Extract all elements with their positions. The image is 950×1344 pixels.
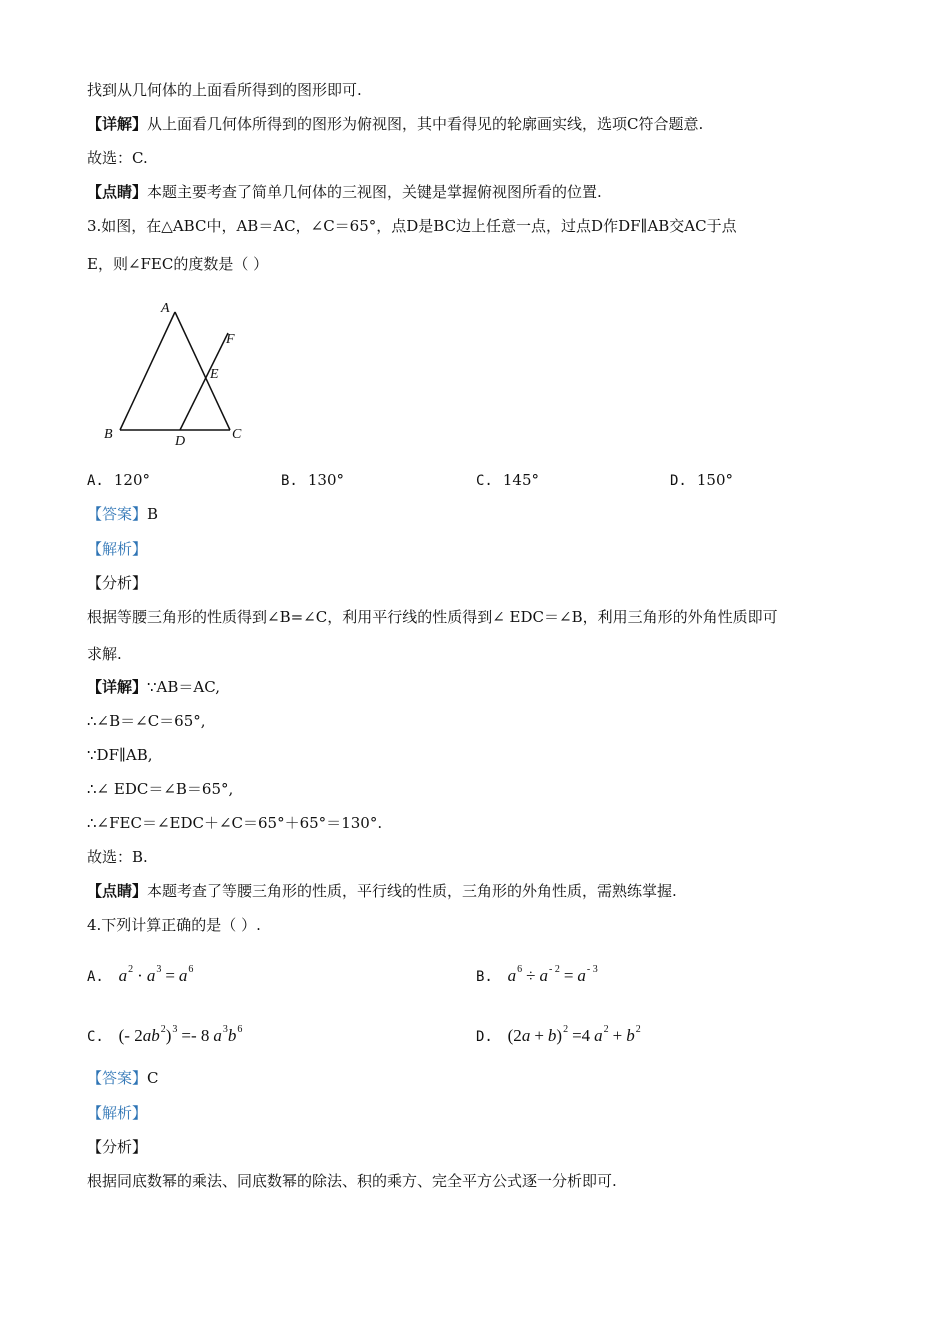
option-text: 145° <box>502 471 539 489</box>
q3-comment <box>87 881 677 901</box>
option-label: C. <box>87 1029 104 1045</box>
option-formula: (- $2ab^2)^3 =- 8$ $a^3b^6$ <box>118 1024 243 1045</box>
q4-option-a <box>87 960 193 987</box>
q3-option-b <box>281 470 344 491</box>
q3-detail-step-5: ∴∠FEC＝∠EDC＋∠C＝65°＋65°＝130°. <box>87 814 383 832</box>
segment-ab <box>120 312 175 430</box>
option-formula: $a^6 \div a^{- 2} = a^{- 3}$ <box>507 964 598 985</box>
q3-fenxi-line2: 求解. <box>87 645 122 663</box>
option-label: B. <box>281 473 298 489</box>
detail-step: ∵AB＝AC, <box>147 678 220 696</box>
q2-detail-text: 从上面看几何体所得到的图形为俯视图，其中看得见的轮廓画实线，选项C符合题意. <box>147 115 704 133</box>
q3-detail-step-6: 故选：B. <box>87 848 148 866</box>
q3-triangle-figure <box>95 295 255 455</box>
q2-comment-tag: 【点睛】 <box>87 183 148 201</box>
option-label: D. <box>476 1029 493 1045</box>
segment-ac <box>175 312 230 430</box>
q3-detail-line1 <box>87 677 220 697</box>
q3-detail-step-2: ∴∠B＝∠C＝65°, <box>87 712 206 730</box>
option-label: A. <box>87 473 104 489</box>
detail-tag: 【详解】 <box>87 678 148 696</box>
answer-value: C <box>147 1069 159 1087</box>
q2-comment-text: 本题主要考查了简单几何体的三视图，关键是掌握俯视图所看的位置. <box>147 183 602 201</box>
option-label: B. <box>476 969 493 985</box>
label-c: C <box>232 427 242 442</box>
option-text: 130° <box>307 471 344 489</box>
label-d: D <box>175 434 186 449</box>
q4-option-c <box>87 1020 242 1047</box>
q4-option-d <box>476 1020 641 1047</box>
q3-detail-step-4: ∴∠ EDC＝∠B＝65°, <box>87 780 234 798</box>
q3-option-d <box>670 470 733 491</box>
q3-stem-line2: E，则∠FEC的度数是（ ） <box>87 255 269 273</box>
option-formula: $(2a + b)^2 =4$ $a^2 + b^2$ <box>507 1024 641 1045</box>
comment-text: 本题考查了等腰三角形的性质，平行线的性质，三角形的外角性质，需熟练掌握. <box>147 882 677 900</box>
q4-fenxi-tag: 【分析】 <box>87 1138 148 1156</box>
q2-comment <box>87 182 602 202</box>
q4-stem: 4.下列计算正确的是（ ）. <box>87 916 261 934</box>
answer-tag: 【答案】 <box>87 505 148 523</box>
option-label: A. <box>87 969 104 985</box>
q3-analysis-tag: 【解析】 <box>87 540 148 558</box>
answer-tag: 【答案】 <box>87 1069 148 1087</box>
q4-answer <box>87 1068 159 1088</box>
q2-choose: 故选：C. <box>87 149 148 167</box>
segment-df <box>180 333 228 430</box>
label-e: E <box>210 367 219 382</box>
option-text: 150° <box>696 471 733 489</box>
q3-fenxi-tag: 【分析】 <box>87 574 148 592</box>
q2-hint: 找到从几何体的上面看所得到的图形即可. <box>87 81 362 99</box>
answer-value: B <box>147 505 159 523</box>
q4-option-b <box>476 960 598 987</box>
option-label: D. <box>670 473 687 489</box>
q2-detail-tag: 【详解】 <box>87 115 148 133</box>
option-text: 120° <box>113 471 150 489</box>
q3-answer <box>87 504 158 524</box>
label-f: F <box>226 332 235 347</box>
option-formula: $a^2 \cdot a^3 = a^6$ <box>118 964 194 985</box>
q3-option-c <box>476 470 539 491</box>
comment-tag: 【点睛】 <box>87 882 148 900</box>
q3-stem-line1: 3.如图，在△ABC中，AB＝AC，∠C＝65°，点D是BC边上任意一点，过点D作DF∥AB交AC于点 <box>87 217 737 235</box>
q3-fenxi-line1: 根据等腰三角形的性质得到∠B=∠C，利用平行线的性质得到∠ EDC＝∠B，利用三角形的外角性质即可 <box>87 608 778 626</box>
label-b: B <box>104 427 113 442</box>
q4-fenxi: 根据同底数幂的乘法、同底数幂的除法、积的乘方、完全平方公式逐一分析即可. <box>87 1172 617 1190</box>
q2-detail <box>87 114 703 134</box>
label-a: A <box>161 301 170 316</box>
q3-detail-step-3: ∵DF∥AB, <box>87 746 153 764</box>
q3-option-a <box>87 470 150 491</box>
option-label: C. <box>476 473 493 489</box>
q4-analysis-tag: 【解析】 <box>87 1104 148 1122</box>
